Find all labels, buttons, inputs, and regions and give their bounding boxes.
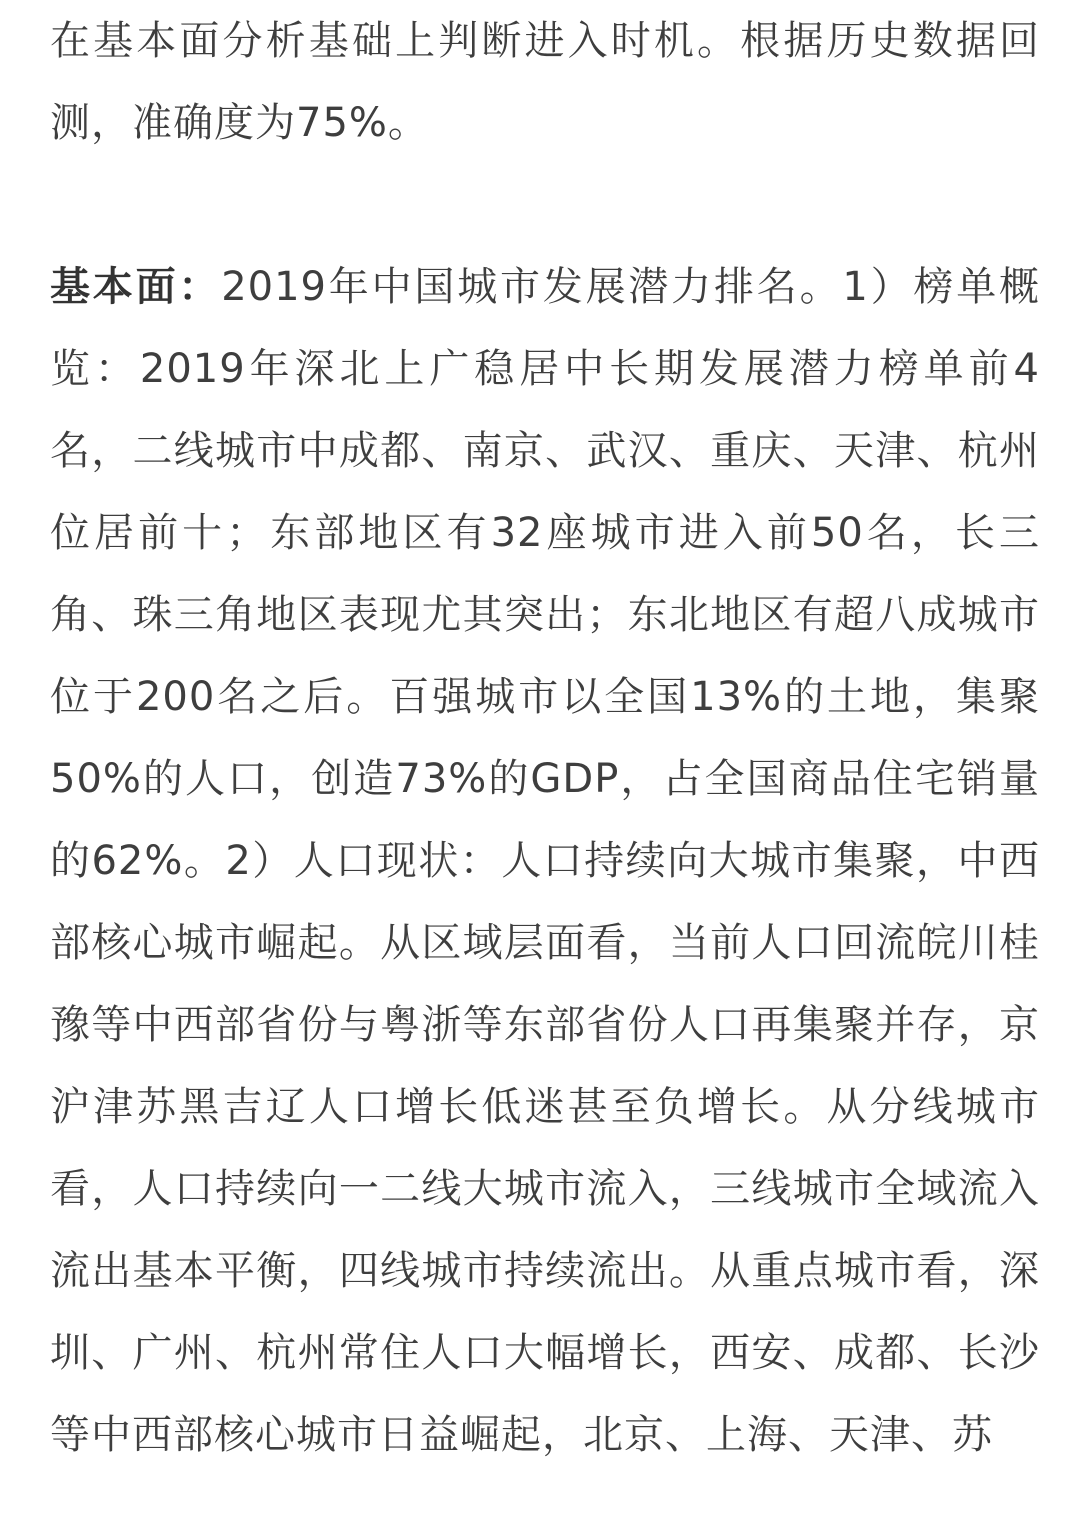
fundamentals-paragraph	[50, 246, 1040, 1476]
article-body	[50, 0, 1040, 1476]
fundamentals-lead-label: 基本面：	[50, 264, 222, 310]
fundamentals-body-text: 2019年中国城市发展潜力排名。1）榜单概览：2019年深北上广稳居中长期发展潜力榜单前4名，二线城市中成都、南京、武汉、重庆、天津、杭州位居前十；东部地区有32座城市进入前50名，长三角、珠三角地区表现尤其突出；东北地区有超八成城市位于200名之后。百强城市以全国13%的土地，集聚50%的人口，创造73%的GDP，占全国商品住宅销量的62%。2）人口现状：人口持续向大城市集聚，中西部核心城市崛起。从区域层面看，当前人口回流皖川桂豫等中西部省份与粤浙等东部省份人口再集聚并存，京沪津苏黑吉辽人口增长低迷甚至负增长。从分线城市看，人口持续向一二线大城市流入，三线城市全域流入流出基本平衡，四线城市持续流出。从重点城市看，深圳、广州、杭州常住人口大幅增长，西安、成都、长沙等中西部核心城市日益崛起，北京、上海、天津、苏	[50, 264, 1041, 1458]
intro-paragraph: 在基本面分析基础上判断进入时机。根据历史数据回测，准确度为75%。	[50, 18, 1040, 146]
